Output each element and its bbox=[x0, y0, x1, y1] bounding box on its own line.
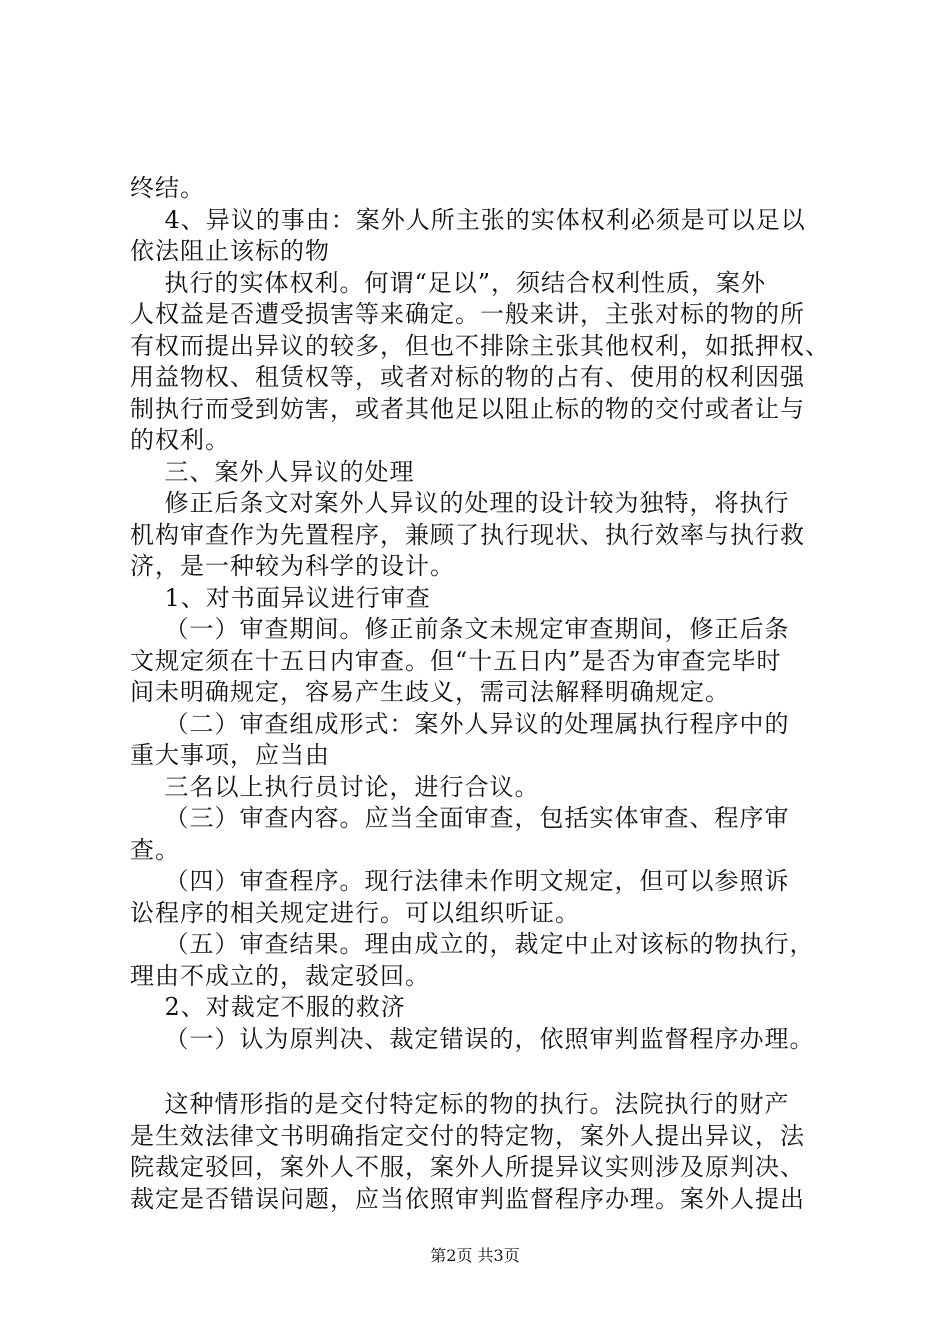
text-line: 院裁定驳回，案外人不服，案外人所提异议实则涉及原判决、 bbox=[130, 1153, 805, 1181]
text-line: （五）审查结果。理由成立的，裁定中止对该标的物执行， bbox=[130, 930, 815, 958]
text-line: 这种情形指的是交付特定标的物的执行。法院执行的财产 bbox=[130, 1090, 790, 1118]
paragraph-gap bbox=[130, 1055, 850, 1089]
text-line: （二）审查组成形式：案外人异议的处理属执行程序中的 bbox=[130, 709, 790, 738]
text-line: 三名以上执行员讨论，进行合议。 bbox=[130, 772, 540, 801]
text-line: 文规定须在十五日内审查。但“十五日内”是否为审查完毕时 bbox=[130, 646, 782, 675]
text-line: 2、对裁定不服的救济 bbox=[130, 993, 406, 1021]
text-line: 查。 bbox=[130, 835, 180, 864]
text-section-2 bbox=[130, 1089, 850, 1215]
text-line: 济，是一种较为科学的设计。 bbox=[130, 552, 455, 580]
text-line: 人权益是否遭受损害等来确定。一般来讲，主张对标的物的所 bbox=[130, 300, 805, 328]
text-line: （四）审查程序。现行法律未作明文规定，但可以参照诉 bbox=[130, 867, 790, 895]
text-line: 三、案外人异议的处理 bbox=[130, 457, 415, 486]
text-line: 理由不成立的，裁定驳回。 bbox=[130, 961, 430, 990]
text-line: 裁定是否错误问题，应当依照审判监督程序办理。案外人提出 bbox=[130, 1184, 805, 1213]
text-line: 1、对书面异议进行审查 bbox=[130, 583, 431, 612]
text-line: 依法阻止该标的物 bbox=[130, 237, 330, 265]
text-section-1 bbox=[130, 173, 850, 1055]
text-line: （一）审查期间。修正前条文未规定审查期间，修正后条 bbox=[130, 615, 790, 643]
text-line: （三）审查内容。应当全面审查，包括实体审查、程序审 bbox=[130, 804, 790, 832]
text-line: （一）认为原判决、裁定错误的，依照审判监督程序办理。 bbox=[130, 1024, 815, 1053]
text-line: 间未明确规定，容易产生歧义，需司法解释明确规定。 bbox=[130, 678, 730, 706]
text-line: 终结。 bbox=[130, 174, 205, 202]
document-body bbox=[130, 173, 850, 1215]
text-line: 是生效法律文书明确指定交付的特定物，案外人提出异议，法 bbox=[130, 1121, 805, 1150]
text-line: 用益物权、租赁权等，或者对标的物的占有、使用的权利因强 bbox=[130, 363, 805, 391]
text-line: 讼程序的相关规定进行。可以组织听证。 bbox=[130, 898, 580, 927]
text-line: 重大事项，应当由 bbox=[130, 741, 330, 769]
page-footer: 第2页 共3页 bbox=[430, 1246, 520, 1265]
text-line: 执行的实体权利。何谓“足以”，须结合权利性质，案外 bbox=[130, 268, 767, 297]
text-line: 修正后条文对案外人异议的处理的设计较为独特，将执行 bbox=[130, 489, 790, 517]
text-line: 机构审查作为先置程序，兼顾了执行现状、执行效率与执行救 bbox=[130, 520, 805, 549]
text-line: 的权利。 bbox=[130, 426, 230, 454]
text-line: 4、异议的事由：案外人所主张的实体权利必须是可以足以 bbox=[130, 205, 806, 234]
text-line: 有权而提出异议的较多，但也不排除主张其他权利，如抵押权、 bbox=[130, 331, 830, 360]
text-line: 制执行而受到妨害，或者其他足以阻止标的物的交付或者让与 bbox=[130, 394, 805, 423]
